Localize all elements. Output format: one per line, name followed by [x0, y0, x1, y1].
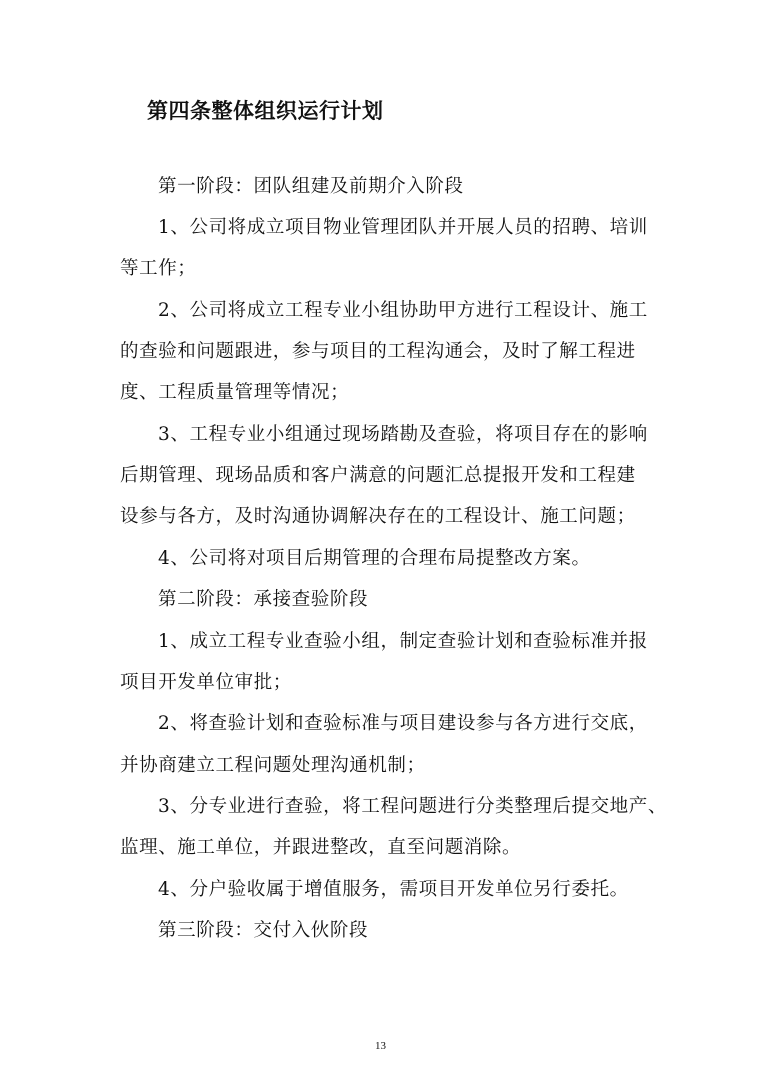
paragraph-line: 2、公司将成立工程专业小组协助甲方进行工程设计、施工	[158, 300, 648, 321]
paragraph-line: 的查验和问题跟进，参与项目的工程沟通会，及时了解工程进	[120, 341, 636, 362]
paragraph-line: 后期管理、现场品质和客户满意的问题汇总提报开发和工程建	[120, 465, 636, 486]
paragraph-line: 2、将查验计划和查验标准与项目建设参与各方进行交底，	[158, 713, 648, 734]
section-heading: 第四条整体组织运行计划	[147, 99, 384, 123]
paragraph-line: 4、公司将对项目后期管理的合理布局提整改方案。	[158, 548, 591, 569]
paragraph-line: 3、工程专业小组通过现场踏勘及查验，将项目存在的影响	[158, 424, 648, 445]
paragraph-line: 3、分专业进行查验，将工程问题进行分类整理后提交地产、	[158, 796, 667, 817]
paragraph-line: 监理、施工单位，并跟进整改，直至问题消除。	[120, 837, 522, 858]
paragraph-line: 1、成立工程专业查验小组，制定查验计划和查验标准并报	[158, 631, 648, 652]
paragraph-line: 4、分户验收属于增值服务，需项目开发单位另行委托。	[158, 879, 629, 900]
paragraph-line: 并协商建立工程问题处理沟通机制；	[120, 755, 426, 776]
paragraph-line: 项目开发单位审批；	[120, 672, 292, 693]
paragraph-line: 1、公司将成立项目物业管理团队并开展人员的招聘、培训	[158, 217, 648, 238]
phase-1-title: 第一阶段：团队组建及前期介入阶段	[158, 176, 464, 197]
page-number: 13	[375, 1040, 386, 1052]
phase-2-title: 第二阶段：承接查验阶段	[158, 589, 369, 610]
paragraph-line: 度、工程质量管理等情况；	[120, 382, 350, 403]
phase-3-title: 第三阶段：交付入伙阶段	[158, 920, 369, 941]
paragraph-line: 设参与各方，及时沟通协调解决存在的工程设计、施工问题；	[120, 506, 636, 527]
paragraph-line: 等工作；	[120, 258, 197, 279]
